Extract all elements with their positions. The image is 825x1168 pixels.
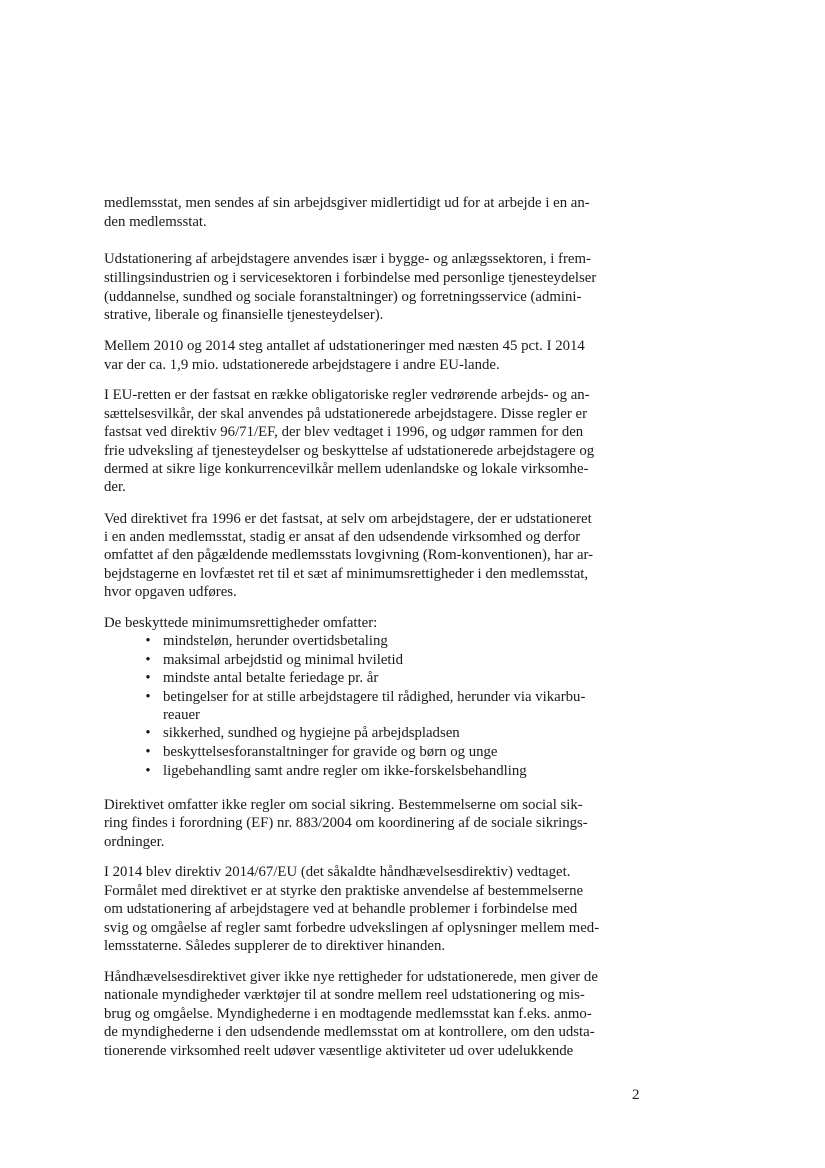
bullet-icon: • bbox=[145, 670, 151, 686]
bullet-icon: • bbox=[145, 725, 151, 741]
text-line: var der ca. 1,9 mio. udstationerede arbejdstagere i andre EU-lande. bbox=[104, 357, 500, 373]
bullet-icon: • bbox=[145, 744, 151, 760]
text-line: de myndighederne i den udsendende medlemsstat om at kontrollere, om den udsta- bbox=[104, 1024, 595, 1040]
list-item-text: mindste antal betalte feriedage pr. år bbox=[163, 670, 379, 686]
text-line: ring findes i forordning (EF) nr. 883/2004 om koordinering af de sociale sikrings- bbox=[104, 815, 588, 831]
list-item-text: maksimal arbejdstid og minimal hviletid bbox=[163, 652, 404, 668]
text-line: I 2014 blev direktiv 2014/67/EU (det såkaldte håndhævelsesdirektiv) vedtaget. bbox=[104, 864, 571, 880]
text-line: brug og omgåelse. Myndighederne i en modtagende medlemsstat kan f.eks. anmo- bbox=[104, 1006, 592, 1022]
text-line: Håndhævelsesdirektivet giver ikke nye rettigheder for udstationerede, men giver de bbox=[104, 969, 598, 985]
list-intro: De beskyttede minimumsrettigheder omfatter: bbox=[104, 615, 378, 631]
text-line: I EU-retten er der fastsat en række obligatoriske regler vedrørende arbejds- og an- bbox=[104, 387, 590, 403]
text-line: hvor opgaven udføres. bbox=[104, 584, 237, 600]
text-line: strative, liberale og finansielle tjenesteydelser). bbox=[104, 307, 384, 323]
text-line: dermed at sikre lige konkurrencevilkår mellem udenlandske og lokale virksomhe- bbox=[104, 461, 589, 477]
list-item-text: reauer bbox=[163, 707, 200, 723]
text-line: der. bbox=[104, 479, 126, 495]
text-line: Formålet med direktivet er at styrke den praktiske anvendelse af bestemmelserne bbox=[104, 883, 584, 899]
text-line: tionerende virksomhed reelt udøver væsentlige aktiviteter ud over udelukkende bbox=[104, 1043, 574, 1059]
bullet-icon: • bbox=[145, 689, 151, 705]
text-line: fastsat ved direktiv 96/71/EF, der blev vedtaget i 1996, og udgør rammen for den bbox=[104, 424, 584, 440]
text-line: Udstationering af arbejdstagere anvendes især i bygge- og anlægssektoren, i frem- bbox=[104, 251, 591, 267]
text-line: frie udveksling af tjenesteydelser og beskyttelse af udstationerede arbejdstagere og bbox=[104, 443, 595, 459]
bullet-icon: • bbox=[145, 633, 151, 649]
text-line: i en anden medlemsstat, stadig er ansat af den udsendende virksomhed og derfor bbox=[104, 529, 581, 545]
list-item-text: sikkerhed, sundhed og hygiejne på arbejdspladsen bbox=[163, 725, 460, 741]
page-number: 2 bbox=[632, 1087, 640, 1103]
text-line: Mellem 2010 og 2014 steg antallet af udstationeringer med næsten 45 pct. I 2014 bbox=[104, 338, 585, 354]
text-line: stillingsindustrien og i servicesektoren i forbindelse med personlige tjenesteydelser bbox=[104, 270, 597, 286]
text-line: Direktivet omfatter ikke regler om social sikring. Bestemmelserne om social sik- bbox=[104, 797, 583, 813]
list-item-text: mindsteløn, herunder overtidsbetaling bbox=[163, 633, 388, 649]
text-line: den medlemsstat. bbox=[104, 214, 207, 230]
bullet-icon: • bbox=[145, 763, 151, 779]
list-item-text: beskyttelsesforanstaltninger for gravide og børn og unge bbox=[163, 744, 498, 760]
list-item-text: betingelser for at stille arbejdstagere til rådighed, herunder via vikarbu- bbox=[163, 689, 586, 705]
text-line: bejdstagerne en lovfæstet ret til et sæt af minimumsrettigheder i den medlemsstat, bbox=[104, 566, 589, 582]
text-line: omfattet af den pågældende medlemsstats lovgivning (Rom-konventionen), har ar- bbox=[104, 547, 594, 563]
bullet-icon: • bbox=[145, 652, 151, 668]
text-line: Ved direktivet fra 1996 er det fastsat, at selv om arbejdstagere, der er udstationeret bbox=[104, 511, 592, 527]
text-line: svig og omgåelse af regler samt forbedre udvekslingen af oplysninger mellem med- bbox=[104, 920, 600, 936]
text-line: ordninger. bbox=[104, 834, 165, 850]
text-line: (uddannelse, sundhed og sociale foranstaltninger) og forretningsservice (admini- bbox=[104, 289, 582, 305]
text-line: om udstationering af arbejdstagere ved at behandle problemer i forbindelse med bbox=[104, 901, 578, 917]
text-line: nationale myndigheder værktøjer til at sondre mellem reel udstationering og mis- bbox=[104, 987, 585, 1003]
list-item-text: ligebehandling samt andre regler om ikke-forskelsbehandling bbox=[163, 763, 527, 779]
text-line: medlemsstat, men sendes af sin arbejdsgiver midlertidigt ud for at arbejde i en an- bbox=[104, 195, 590, 211]
text-line: lemsstaterne. Således supplerer de to direktiver hinanden. bbox=[104, 938, 446, 954]
text-line: sættelsesvilkår, der skal anvendes på udstationerede arbejdstagere. Disse regler er bbox=[104, 406, 588, 422]
